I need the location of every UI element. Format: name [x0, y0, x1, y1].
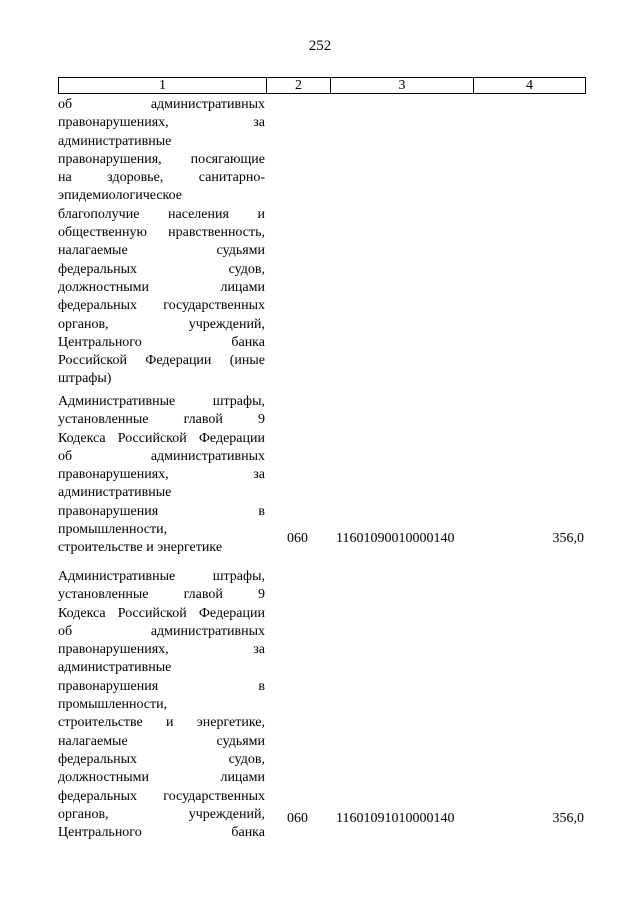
column-header-4: 4	[473, 78, 585, 93]
kbk-cell: 11601091010000140	[336, 811, 455, 826]
page-number: 252	[308, 38, 332, 54]
description-line: строительстве и энергетике	[58, 540, 223, 556]
amount-cell: 356,0	[552, 811, 584, 826]
description-line: налагаемые судьями	[58, 243, 265, 259]
description-line: правонарушения в	[58, 678, 265, 694]
description-line: административные	[58, 133, 172, 149]
description-line: органов, учреждений,	[58, 806, 265, 822]
table-row-description	[58, 96, 265, 389]
description-line: федеральных судов,	[58, 751, 265, 767]
description-line: правонарушениях, за	[58, 642, 265, 658]
description-line: федеральных государственных	[58, 298, 265, 314]
description-line: эпидемиологическое	[58, 188, 183, 204]
description-line: на здоровье, санитарно-	[58, 170, 265, 186]
description-line: благополучие населения и	[58, 206, 265, 222]
description-line: Административные штрафы,	[58, 569, 265, 584]
description-line: об административных	[58, 448, 265, 464]
description-line: Кодекса Российской Федерации	[58, 430, 265, 446]
column-header-2: 2	[266, 78, 330, 93]
description-line: должностными лицами	[58, 279, 265, 295]
description-line: налагаемые судьями	[58, 733, 265, 749]
description-line: административные	[58, 485, 172, 501]
description-line: правонарушениях, за	[58, 115, 265, 131]
table-header	[58, 77, 586, 94]
description-line: об административных	[58, 623, 265, 639]
description-line: установленные главой 9	[58, 412, 265, 428]
description-line: Российской Федерации (иные	[58, 353, 265, 369]
description-line: федеральных судов,	[58, 261, 265, 277]
description-line: правонарушениях, за	[58, 467, 265, 483]
description-line: правонарушения в	[58, 503, 265, 519]
description-line: штрафы)	[58, 371, 112, 387]
description-line: административные	[58, 660, 172, 676]
description-line: общественную нравственность,	[58, 225, 265, 241]
description-line: установленные главой 9	[58, 587, 265, 603]
description-line: об административных	[58, 97, 265, 112]
description-line: Центрального банка	[58, 334, 265, 350]
description-line: правонарушения, посягающие	[58, 151, 265, 167]
description-line: федеральных государственных	[58, 788, 265, 804]
amount-cell: 356,0	[552, 531, 584, 546]
column-header-3: 3	[330, 78, 473, 93]
description-line: Центрального банка	[58, 825, 265, 841]
description-line: строительстве и энергетике,	[58, 715, 265, 731]
description-line: должностными лицами	[58, 770, 265, 786]
table-row-description	[58, 568, 265, 842]
column-header-1: 1	[159, 78, 166, 93]
description-line: промышленности,	[58, 697, 168, 713]
table-row-description	[58, 393, 265, 558]
description-line: промышленности,	[58, 522, 168, 538]
description-line: органов, учреждений,	[58, 316, 265, 332]
description-line: Кодекса Российской Федерации	[58, 605, 265, 621]
description-line: Административные штрафы,	[58, 394, 265, 409]
kbk-cell: 11601090010000140	[336, 531, 455, 546]
code-cell: 060	[287, 531, 308, 546]
code-cell: 060	[287, 811, 308, 826]
